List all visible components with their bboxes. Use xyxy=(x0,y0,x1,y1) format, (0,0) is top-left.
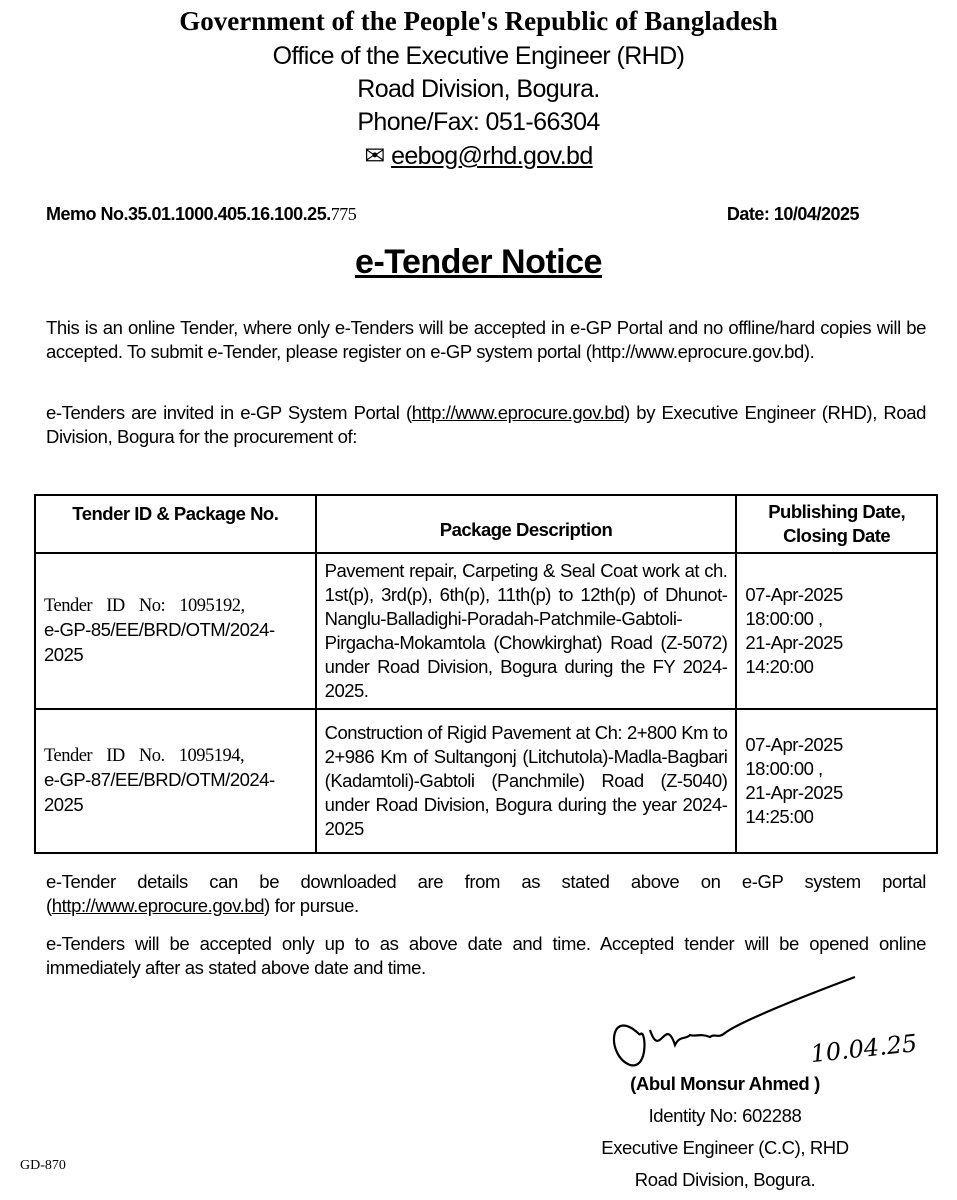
identity-number: Identity No: 602288 xyxy=(648,1105,802,1126)
column-header: Tender ID & Package No. xyxy=(35,495,316,553)
table-header-row xyxy=(35,495,937,553)
column-header: Package Description xyxy=(316,495,737,553)
memo-date: Date: 10/04/2025 xyxy=(726,204,859,224)
handwritten-date: 10.04.25 xyxy=(809,1029,919,1069)
description-cell: Pavement repair, Carpeting & Seal Coat work at ch. 1st(p), 3rd(p), 6th(p), 11th(p) to 12th(p) of Dhunot-Nanglu-Balladighi-Poradah-Patchmile-Gabtoli-Pirgacha-Mokamtola (Chowkirghat) Road (Z-5072) under Road Division, Bogura during the FY 2024-2025. xyxy=(316,553,737,709)
intro-paragraph: This is an online Tender, where only e-Tenders will be accepted in e-GP Portal and no offline/hard copies will be accepted. To submit e-Tender, please register on e-GP system portal (http://www.eprocure.gov.bd). xyxy=(46,317,926,362)
table-row xyxy=(35,553,937,709)
eprocure-link[interactable]: http://www.eprocure.gov.bd xyxy=(51,895,265,916)
page-title: e-Tender Notice xyxy=(355,243,602,281)
dates-cell: 07-Apr-2025 18:00:00 , 21-Apr-2025 14:25:00 xyxy=(736,709,937,853)
signatory-name: (Abul Monsur Ahmed ) xyxy=(630,1073,820,1094)
signature-block xyxy=(560,1068,890,1196)
column-header: Publishing Date, Closing Date xyxy=(736,495,937,553)
tender-id-cell: Tender ID No: 1095192, e-GP-85/EE/BRD/OTM/2024-2025 xyxy=(35,553,316,709)
tender-table xyxy=(34,494,938,854)
table-row xyxy=(35,709,937,853)
description-cell: Construction of Rigid Pavement at Ch: 2+800 Km to 2+986 Km of Sultangonj (Litchutola)-Madla-Bagbari (Kadamtoli)-Gabtoli (Panchmile) Road (Z-5040) under Road Division, Bogura during the year 2024-2025 xyxy=(316,709,737,853)
header-government: Government of the People's Republic of Bangladesh xyxy=(179,6,778,36)
email-link[interactable]: eebog@rhd.gov.bd xyxy=(391,142,593,170)
header-division: Road Division, Bogura. xyxy=(357,75,600,103)
acceptance-paragraph: e-Tenders will be accepted only up to as above date and time. Accepted tender will be opened online immediately after as stated above date and time. xyxy=(46,933,926,978)
signatory-office: Road Division, Bogura. xyxy=(634,1169,816,1190)
header-email-line xyxy=(0,141,957,171)
header-phone: Phone/Fax: 051-66304 xyxy=(357,108,600,136)
tender-id-cell: Tender ID No. 1095194, e-GP-87/EE/BRD/OTM/2024-2025 xyxy=(35,709,316,853)
header-office: Office of the Executive Engineer (RHD) xyxy=(272,42,685,70)
designation: Executive Engineer (C.C), RHD xyxy=(601,1137,849,1158)
download-paragraph: e-Tender details can be downloaded are from as stated above on e-GP system portal (http://www.eprocure.gov.bd) for pursue. xyxy=(46,871,926,916)
memo-number: Memo No.35.01.1000.405.16.100.25.775 xyxy=(46,204,357,224)
invitation-paragraph: e-Tenders are invited in e-GP System Portal (http://www.eprocure.gov.bd) by Executive Engineer (RHD), Road Division, Bogura for the procurement of: xyxy=(46,402,926,447)
eprocure-link[interactable]: http://www.eprocure.gov.bd xyxy=(411,402,625,423)
envelope-icon: ✉ xyxy=(364,142,385,170)
footer-code: GD-870 xyxy=(20,1158,66,1173)
dates-cell: 07-Apr-2025 18:00:00 , 21-Apr-2025 14:20:00 xyxy=(736,553,937,709)
